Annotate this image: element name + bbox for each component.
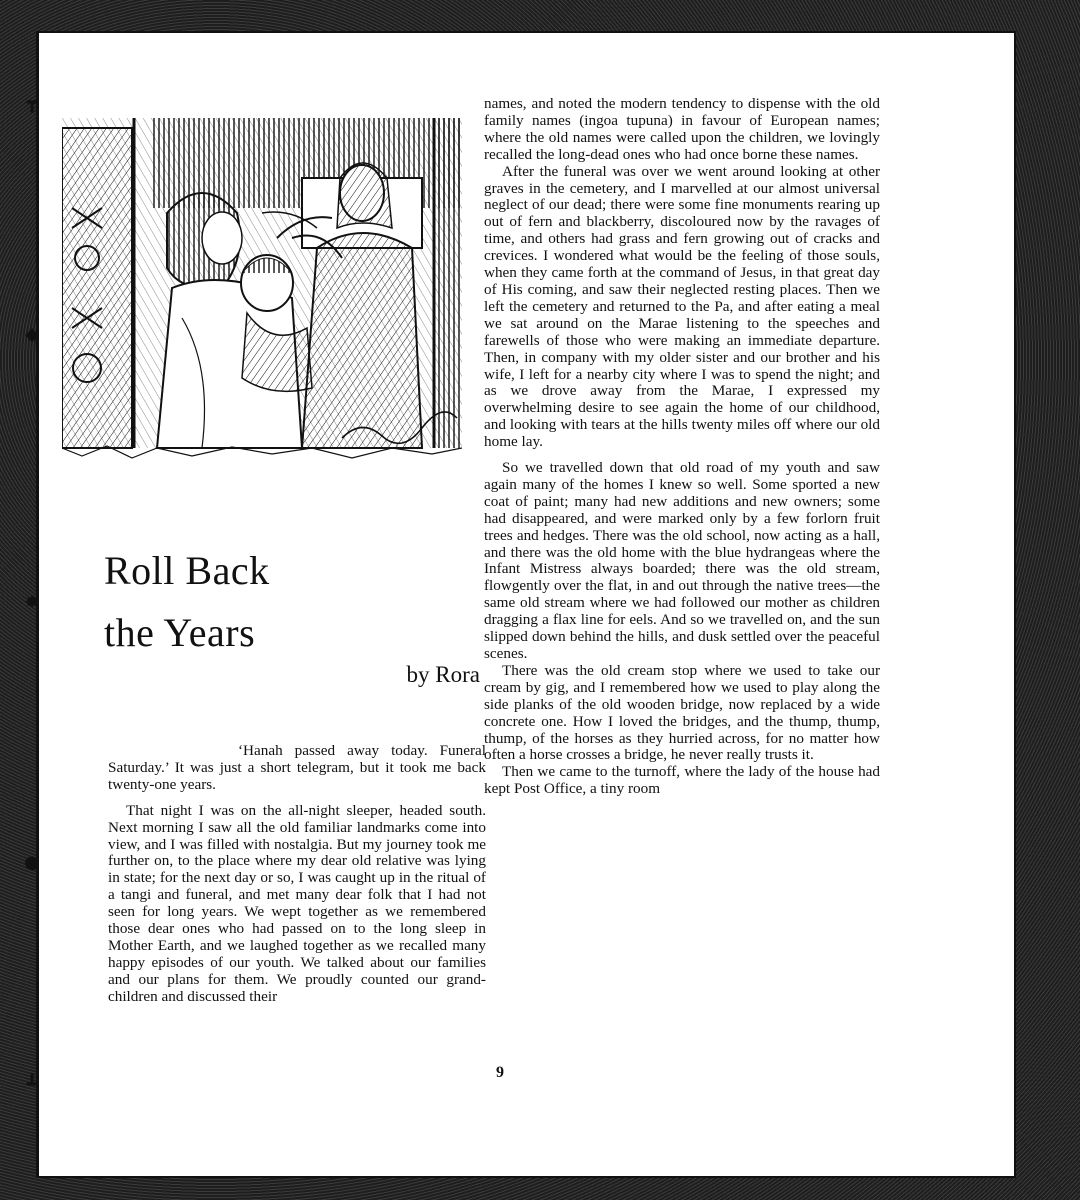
staple-mark-icon: ●	[24, 852, 40, 873]
paragraph: That night I was on the all-night sleeper, headed south. Next morning I saw all the old familiar landmarks come into view, and I was filled with nostalgia. But my journey took me further on, to the place where my dear old relative was lying in state; for the next day or so, I was caught up in the ritual of a tangi and funeral, and met many dear folk that I had not seen for long years. We wept together as we remembered those dear ones who had passed on to the long sleep in Mother Earth, and we laughed together as we recalled many happy episodes of our youth. We talked about our families and our plans for them. We proudly counted our grand-children and discussed their	[108, 801, 486, 1005]
title-line: Roll Back	[104, 548, 270, 593]
paragraph: names, and noted the modern tendency to dispense with the old family names (ingoa tupuna) in favour of European names; where the old names were called upon the children, we lovingly recalled the long-dead ones who had once borne these names.	[484, 95, 880, 163]
article-title	[104, 540, 434, 664]
staple-mark-icon: ◆	[25, 324, 39, 345]
right-text-column	[484, 96, 880, 798]
left-text-column	[108, 743, 486, 1006]
paragraph: After the funeral was over we went around looking at other graves in the cemetery, and I marvelled at our almost universal neglect of our dead; there were some fine monuments rearing up out of fern and blackberry, discoloured now by the ravages of time, and others had grass and fern growing out of cracks and crevices. I wondered what would be the feeling of those souls, when they came forth at the command of Jesus, in that great day of His coming, and saw their neglected resting places. Then we left the cemetery and returned to the Pa, and after eating a meal we sat around on the Marae listening to the speeches and farewells of those who were making an immediate departure. Then, in company with my older sister and our brother and his wife, I left for a nearby city where I was to spend the night; and as we drove away from the Marae, I expressed my overwhelming desire to see again the home of our childhood, and looking with tears at the hills twenty miles off where our old home lay.	[484, 162, 880, 451]
staple-mark-icon: ✸	[24, 592, 40, 613]
page-number: 9	[496, 1064, 504, 1081]
sketch-illustration-icon	[62, 118, 462, 463]
paragraph: ‘Hanah passed away today. Funeral Saturday.’ It was just a short telegram, but it took me back twenty-one years.	[108, 742, 486, 793]
staple-mark-icon: ┻	[26, 1074, 38, 1095]
paragraph: There was the old cream stop where we used to take our cream by gig, and I remembered how we used to play along the side planks of the old wooden bridge, now replaced by a wide concrete one. How I loved the bridges, and the thump, thump, thump, of the horses as they hurried across, for no matter how often a horse crosses a bridge, he never really trusts it.	[484, 661, 880, 764]
title-line: the Years	[104, 610, 256, 655]
byline: by Rora	[406, 662, 480, 687]
paragraph: Then we came to the turnoff, where the lady of the house had kept Post Office, a tiny room	[484, 763, 880, 798]
staple-mark-icon: ┳	[26, 92, 38, 113]
paragraph: So we travelled down that old road of my youth and saw again many of the homes I knew so well. Some sported a new coat of paint; many had new additions and new owners; some had disappeared, and were marked only by a few forlorn fruit trees and hedges. There was the old school, now acting as a hall, and there was the old home with the blue hydrangeas where the Infant Mistress always boarded; there was the old stream, flowgently over the flat, in and out through the native trees—the same old stream where we had followed our mother as children dragging a flax line for eels. And so we travelled on, and the sun slipped down behind the hills, and dusk settled over the peaceful scenes.	[484, 459, 880, 662]
